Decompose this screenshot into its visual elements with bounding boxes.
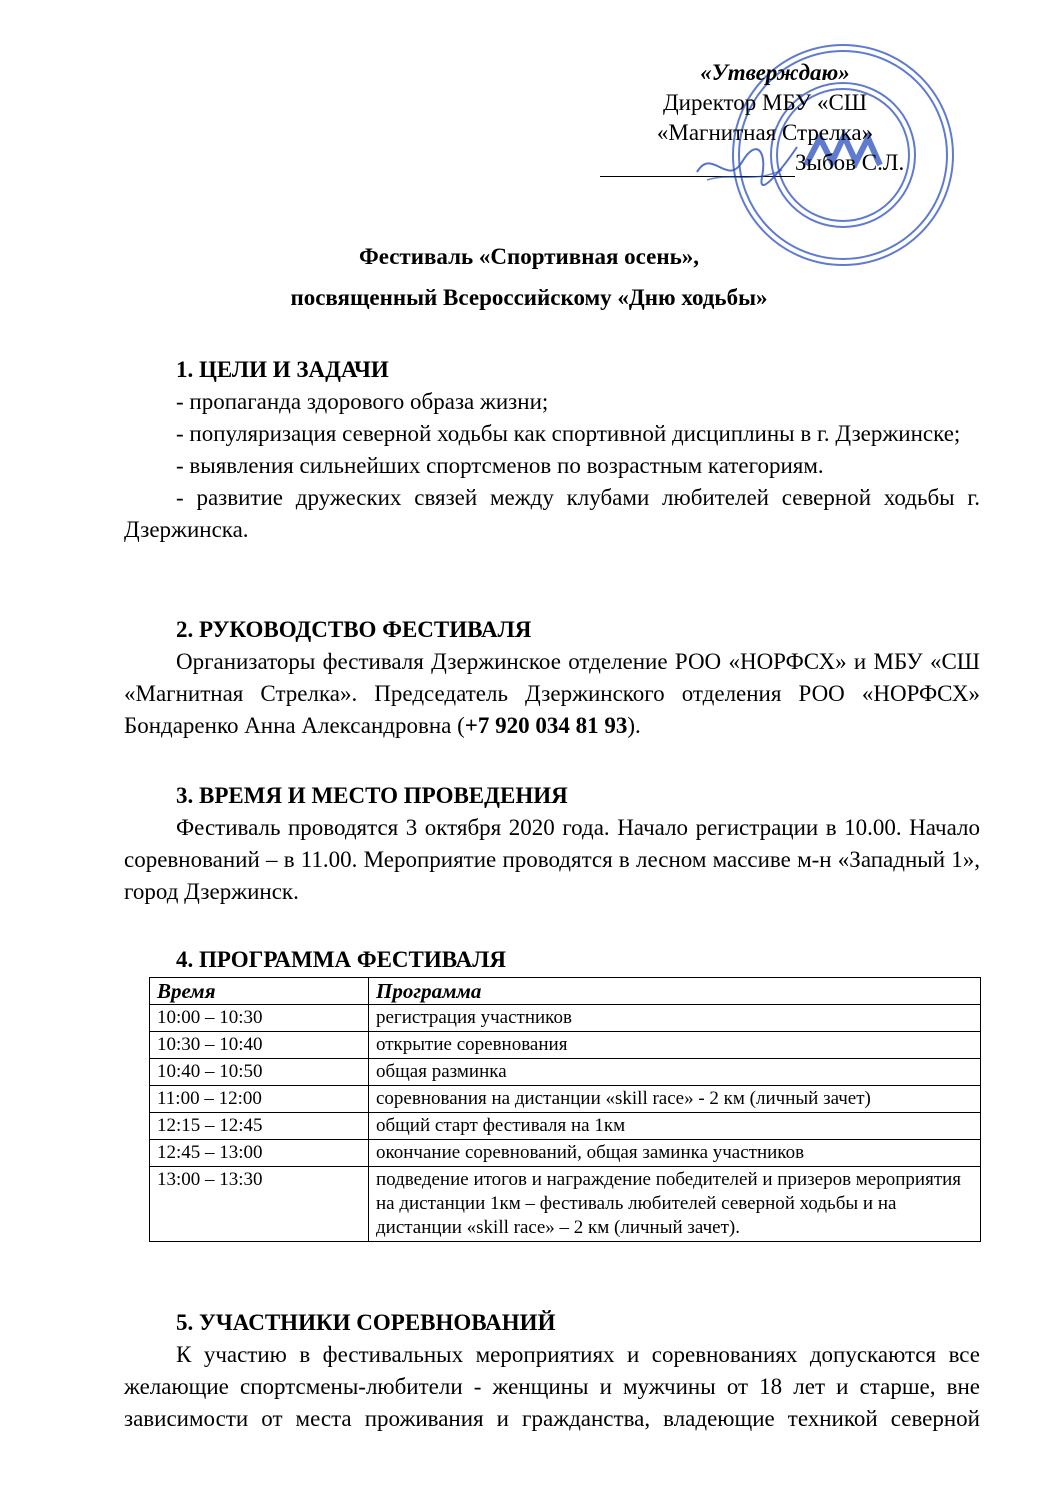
management-text-end: ).: [627, 713, 641, 738]
section-management: [124, 614, 980, 742]
table-row: [150, 1032, 981, 1059]
table-header-row: [150, 978, 981, 1005]
table-row: [150, 1140, 981, 1167]
program-cell: общий старт фестиваля на 1км: [369, 1113, 981, 1140]
management-text-body: Организаторы фестиваля Дзержинское отделение РОО «НОРФСХ» и МБУ «СШ «Магнитная Стрелка». Председатель Дзержинского отделения РОО «НОРФСХ» Бондаренко Анна Александровна (: [124, 649, 980, 738]
column-header-time: Время: [150, 978, 369, 1005]
time-cell: 10:30 – 10:40: [150, 1032, 369, 1059]
time-cell: 12:45 – 13:00: [150, 1140, 369, 1167]
section-program: [124, 944, 980, 976]
program-cell: регистрация участников: [369, 1005, 981, 1032]
participants-text: К участию в фестивальных мероприятиях и соревнованиях допускаются все желающие спортсмены-любители - женщины и мужчины от 18 лет и старше, вне зависимости от места проживания и гражданства, владеющие техникой северной: [124, 1342, 980, 1431]
approval-organization: «Магнитная Стрелка»: [656, 120, 874, 145]
document-title: Фестиваль «Спортивная осень»,: [358, 244, 700, 269]
table-row: [150, 1059, 981, 1086]
approval-title: «Утверждаю»: [700, 60, 850, 85]
goals-item: - пропаганда здорового образа жизни;: [176, 389, 549, 414]
section-program-heading: 4. ПРОГРАММА ФЕСТИВАЛЯ: [176, 947, 507, 972]
program-cell: открытие соревнования: [369, 1032, 981, 1059]
table-row: [150, 1167, 981, 1242]
program-cell: соревнования на дистанции «skill race» - 2 км (личный зачет): [369, 1086, 981, 1113]
table-row: [150, 1113, 981, 1140]
section-management-heading: 2. РУКОВОДСТВО ФЕСТИВАЛЯ: [176, 617, 532, 642]
section-time-place: [124, 780, 980, 908]
column-header-program: Программа: [369, 978, 981, 1005]
signatory-name: Зыбов С.Л.: [795, 150, 905, 175]
program-table: [149, 977, 981, 1242]
time-cell: 10:00 – 10:30: [150, 1005, 369, 1032]
approval-block: [600, 58, 930, 148]
management-text: [124, 646, 980, 742]
approval-position: Директор МБУ «СШ: [662, 90, 867, 115]
goals-item: - развитие дружеских связей между клубами любителей северной ходьбы г. Дзержинска.: [124, 485, 980, 542]
goals-item: - выявления сильнейших спортсменов по возрастным категориям.: [176, 453, 824, 478]
program-cell: окончание соревнований, общая заминка участников: [369, 1140, 981, 1167]
program-cell: общая разминка: [369, 1059, 981, 1086]
goals-item: - популяризация северной ходьбы как спортивной дисциплины в г. Дзержинске;: [176, 421, 961, 446]
handwritten-signature: [692, 142, 802, 192]
section-goals: [124, 354, 980, 546]
program-cell: подведение итогов и награждение победителей и призеров мероприятия на дистанции 1км – фестиваль любителей северной ходьбы и на дистанции «skill race» – 2 км (личный зачет).: [369, 1167, 981, 1242]
section-goals-heading: 1. ЦЕЛИ И ЗАДАЧИ: [176, 357, 389, 382]
time-cell: 10:40 – 10:50: [150, 1059, 369, 1086]
section-participants: [124, 1307, 980, 1435]
table-row: [150, 1086, 981, 1113]
time-cell: 13:00 – 13:30: [150, 1167, 369, 1242]
document-subtitle: посвященный Всероссийскому «Дню ходьбы»: [290, 285, 768, 310]
contact-phone: +7 920 034 81 93: [464, 713, 628, 738]
section-time-place-heading: 3. ВРЕМЯ И МЕСТО ПРОВЕДЕНИЯ: [176, 783, 568, 808]
table-row: [150, 1005, 981, 1032]
time-place-text: Фестиваль проводятся 3 октября 2020 года. Начало регистрации в 10.00. Начало соревнований – в 11.00. Мероприятие проводятся в лесном массиве м-н «Западный 1», город Дзержинск.: [124, 815, 980, 904]
time-cell: 12:15 – 12:45: [150, 1113, 369, 1140]
time-cell: 11:00 – 12:00: [150, 1086, 369, 1113]
section-participants-heading: 5. УЧАСТНИКИ СОРЕВНОВАНИЙ: [176, 1310, 556, 1335]
